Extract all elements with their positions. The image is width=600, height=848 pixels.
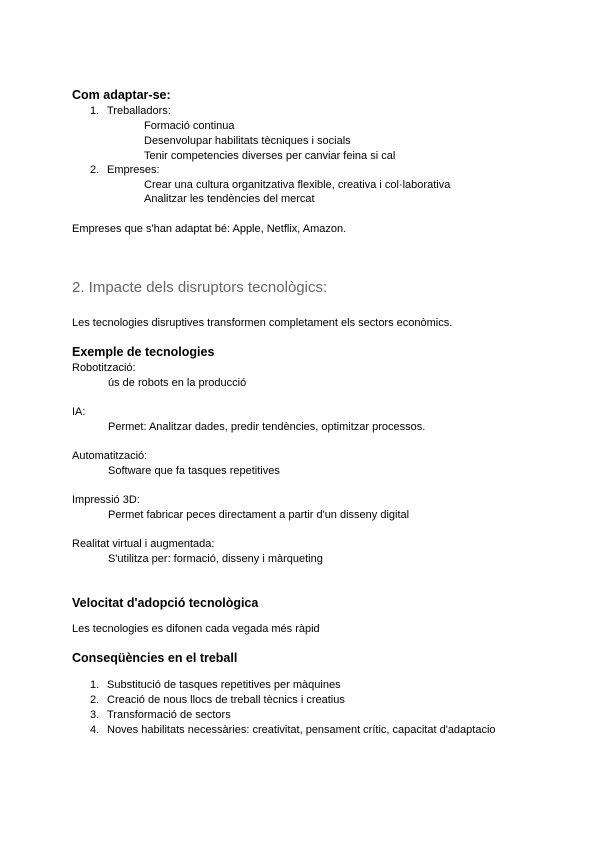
workers-label: Treballadors: — [107, 105, 171, 117]
companies-number: 2. — [90, 164, 100, 176]
consequence-number: 3. — [90, 709, 100, 721]
consequence-text: Creació de nous llocs de treball tècnics i creatius — [107, 694, 345, 706]
adapt-heading: Com adaptar-se: — [72, 88, 171, 102]
workers-item: Desenvolupar habilitats tècniques i socials — [144, 135, 351, 147]
consequence-text: Substitució de tasques repetitives per màquines — [107, 679, 341, 691]
workers-list-item — [90, 104, 171, 119]
section-title: 2. Impacte dels disruptors tecnològics: — [72, 279, 328, 296]
workers-item: Tenir competencies diverses per canviar feina si cal — [144, 150, 396, 162]
consequence-text: Noves habilitats necessàries: creativitat, pensament crític, capacitat d'adaptacio — [107, 724, 496, 736]
companies-item: Crear una cultura organitzativa flexible, creativa i col·laborativa — [144, 179, 451, 191]
technology-detail: Permet: Analitzar dades, predir tendències, optimitzar processos. — [108, 421, 426, 433]
companies-list-item — [90, 163, 160, 178]
technology-detail: Software que fa tasques repetitives — [108, 465, 280, 477]
technology-detail: S'utilitza per: formació, disseny i màrqueting — [108, 553, 323, 565]
speed-heading: Velocitat d'adopció tecnològica — [72, 596, 259, 610]
workers-item: Formació continua — [144, 120, 235, 132]
consequence-item — [90, 678, 341, 693]
consequences-heading: Conseqüències en el treball — [72, 651, 238, 665]
adapted-companies-text: Empreses que s'han adaptat bé: Apple, Netflix, Amazon. — [72, 223, 347, 235]
consequence-number: 1. — [90, 679, 100, 691]
consequence-number: 2. — [90, 694, 100, 706]
consequence-item — [90, 708, 231, 723]
technology-name: IA: — [72, 406, 86, 418]
companies-item: Analitzar les tendències del mercat — [144, 193, 315, 205]
workers-number: 1. — [90, 105, 100, 117]
consequence-item — [90, 693, 345, 708]
speed-text: Les tecnologies es difonen cada vegada més ràpid — [72, 623, 320, 635]
impact-intro: Les tecnologies disruptives transformen completament els sectors econòmics. — [72, 317, 453, 329]
technology-name: Impressió 3D: — [72, 494, 140, 506]
consequence-number: 4. — [90, 724, 100, 736]
technology-detail: Permet fabricar peces directament a partir d'un disseny digital — [108, 509, 410, 521]
technologies-heading: Exemple de tecnologies — [72, 345, 215, 359]
technology-name: Automatització: — [72, 450, 148, 462]
companies-label: Empreses: — [107, 164, 160, 176]
technology-name: Realitat virtual i augmentada: — [72, 538, 215, 550]
technology-name: Robotització: — [72, 362, 136, 374]
consequence-text: Transformació de sectors — [107, 709, 231, 721]
consequence-item — [90, 723, 496, 738]
technology-detail: ús de robots en la producció — [108, 377, 247, 389]
